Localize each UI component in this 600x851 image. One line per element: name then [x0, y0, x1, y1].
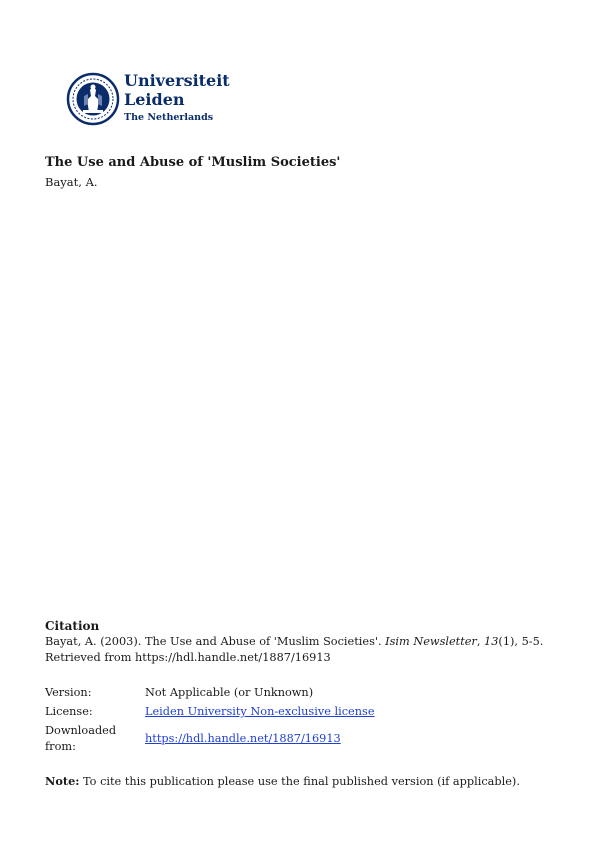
citation-retrieved: Retrieved from https://hdl.handle.net/1887/16913: [45, 651, 331, 664]
document-title: The Use and Abuse of 'Muslim Societies': [45, 155, 341, 170]
downloaded-label-line1: Downloaded: [45, 724, 117, 737]
version-label: Version:: [45, 686, 92, 699]
note: [45, 774, 520, 788]
downloaded-row: [45, 723, 565, 755]
university-seal-icon: [66, 66, 120, 132]
downloaded-link[interactable]: https://hdl.handle.net/1887/16913: [145, 732, 341, 745]
license-row: [45, 704, 565, 720]
logo-line-universiteit: Universiteit: [124, 71, 230, 90]
logo-line-leiden: Leiden: [124, 90, 185, 109]
logo-text: [124, 71, 230, 125]
citation-volume: 13: [484, 635, 499, 648]
logo-line-netherlands: The Netherlands: [124, 112, 214, 123]
license-link[interactable]: Leiden University Non-exclusive license: [145, 705, 375, 718]
document-author: Bayat, A.: [45, 175, 98, 189]
license-label: License:: [45, 705, 93, 718]
citation-part2: ,: [476, 635, 485, 648]
downloaded-label-line2: from:: [45, 740, 76, 753]
note-label: Note:: [45, 774, 80, 788]
version-value: Not Applicable (or Unknown): [145, 686, 314, 699]
citation-part3: (1), 5-5.: [498, 635, 544, 648]
note-text: To cite this publication please use the final published version (if applicable).: [79, 775, 520, 788]
citation-heading: Citation: [45, 619, 100, 633]
citation-section: [45, 619, 565, 666]
citation-journal: Isim Newsletter: [385, 635, 477, 648]
metadata-table: [45, 685, 565, 758]
version-row: [45, 685, 565, 701]
downloaded-label: [45, 723, 145, 755]
citation-text: [45, 634, 565, 666]
university-logo: [66, 66, 230, 132]
citation-part1: Bayat, A. (2003). The Use and Abuse of 'Muslim Societies'.: [45, 635, 386, 648]
